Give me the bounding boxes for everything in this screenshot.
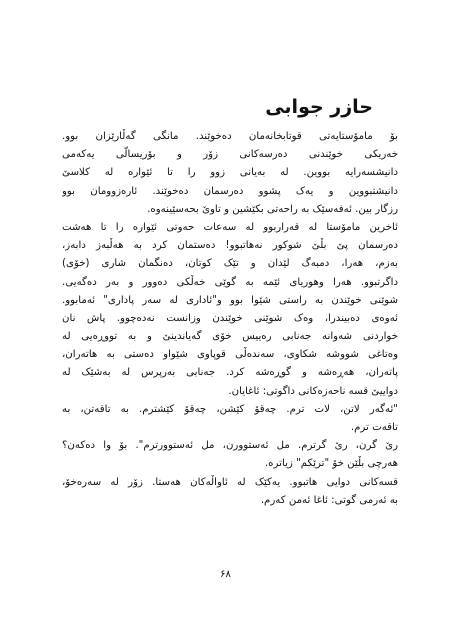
text-line: شوێنی خوێندن بە راستی شێوا بوو و"ئاداری لە سەر پاداری" ئەمابوو. bbox=[62, 294, 398, 306]
text-line: ئەوەی دەبیندرا، وەک شوێنی خوێندن وزانست نەدەچوو. پاش نان bbox=[62, 312, 398, 324]
text-line: خەریکی خوێندنی دەرسەکانی زۆر و بۆریسالّی یەکەمی bbox=[62, 149, 398, 161]
body-text bbox=[62, 128, 398, 510]
text-line: هەرچی بڵێن خۆ "ترێکم" زیاترە. bbox=[264, 458, 398, 470]
text-line: رێ گرن، رێ گرترم. مل ئەستوورن، مل ئەستوورترم". بۆ وا دەکەن؟ bbox=[62, 440, 398, 452]
text-line: دواییێ قسە ناحەزەکانی داگوتی: ئاغایان. bbox=[228, 385, 398, 397]
text-line: وەتاغی شووشە شکاوی، سەندەڵی قوپاوی شێواو دەستی بە هاتەران، bbox=[62, 349, 398, 361]
text-line: قسەکانی دوایی هاتبوو. یەکێک لە ئاواڵەکان هەستا. زۆر لە سەرەخۆ، bbox=[62, 476, 398, 488]
text-line: بە ئەرمی گوتی: ئاغا ئەمن کەرم. bbox=[260, 494, 398, 506]
text-line: رزگار بین. ئەفەسێک بە راحەتی بکێشین و تاوێ بحەسێینەوە. bbox=[147, 203, 398, 215]
text-line: دەرسمان پێ بڵێ شوکور نەهاتبوو! دەستمان کرد بە هەڵبەز دابەز، bbox=[62, 240, 398, 252]
page-title: حازر جوابی bbox=[265, 96, 373, 118]
text-line: بۆ مامۆستایەتی قوتابخانەمان دەخوێند. مانگی گەڵارێزان بوو. bbox=[62, 131, 398, 142]
text-line: ئاخرین مامۆستا لە قەراربوو لە سەعات حەوتی ئێوارە را تا هەشت bbox=[62, 221, 398, 233]
text-line: داگرتبوو. هەرا وهوریای ئێمە بە گوێی خەڵکی دەوور و بەر دەگەیی. bbox=[62, 276, 398, 288]
text-line: خواردنی شەوانە جەنابی رەییس خۆی گەیاندینێ و بە تووڕەیی لە bbox=[62, 331, 398, 343]
text-line: دانیشسەرایە بووین. لە بەیانی زوو را تا ئێوارە لە کلاسێ bbox=[62, 167, 398, 179]
text-line: دانیشتبووین و یەک پشوو دەرسمان دەخوێند. ئارەزوومان بوو bbox=[62, 185, 398, 197]
page-number: ۶۸ bbox=[220, 569, 231, 580]
text-line: تاقەت ترم. bbox=[350, 422, 398, 433]
text-line: بەزم، هەرا، دمبەگ لێدان و تێک کوتان، دەنگمان شاری (خۆی) bbox=[62, 258, 398, 270]
text-line: "ئەگەر لاتن، لات ترم. چەقۆ کێشن، چەقۆ کێشترم. بە تاقەتن، بە bbox=[62, 403, 398, 415]
text-line: پاتەران، هەڕەشە و گوڕەشە کرد. جەنابی بەرپرس لە بەشێک لە bbox=[62, 367, 398, 379]
